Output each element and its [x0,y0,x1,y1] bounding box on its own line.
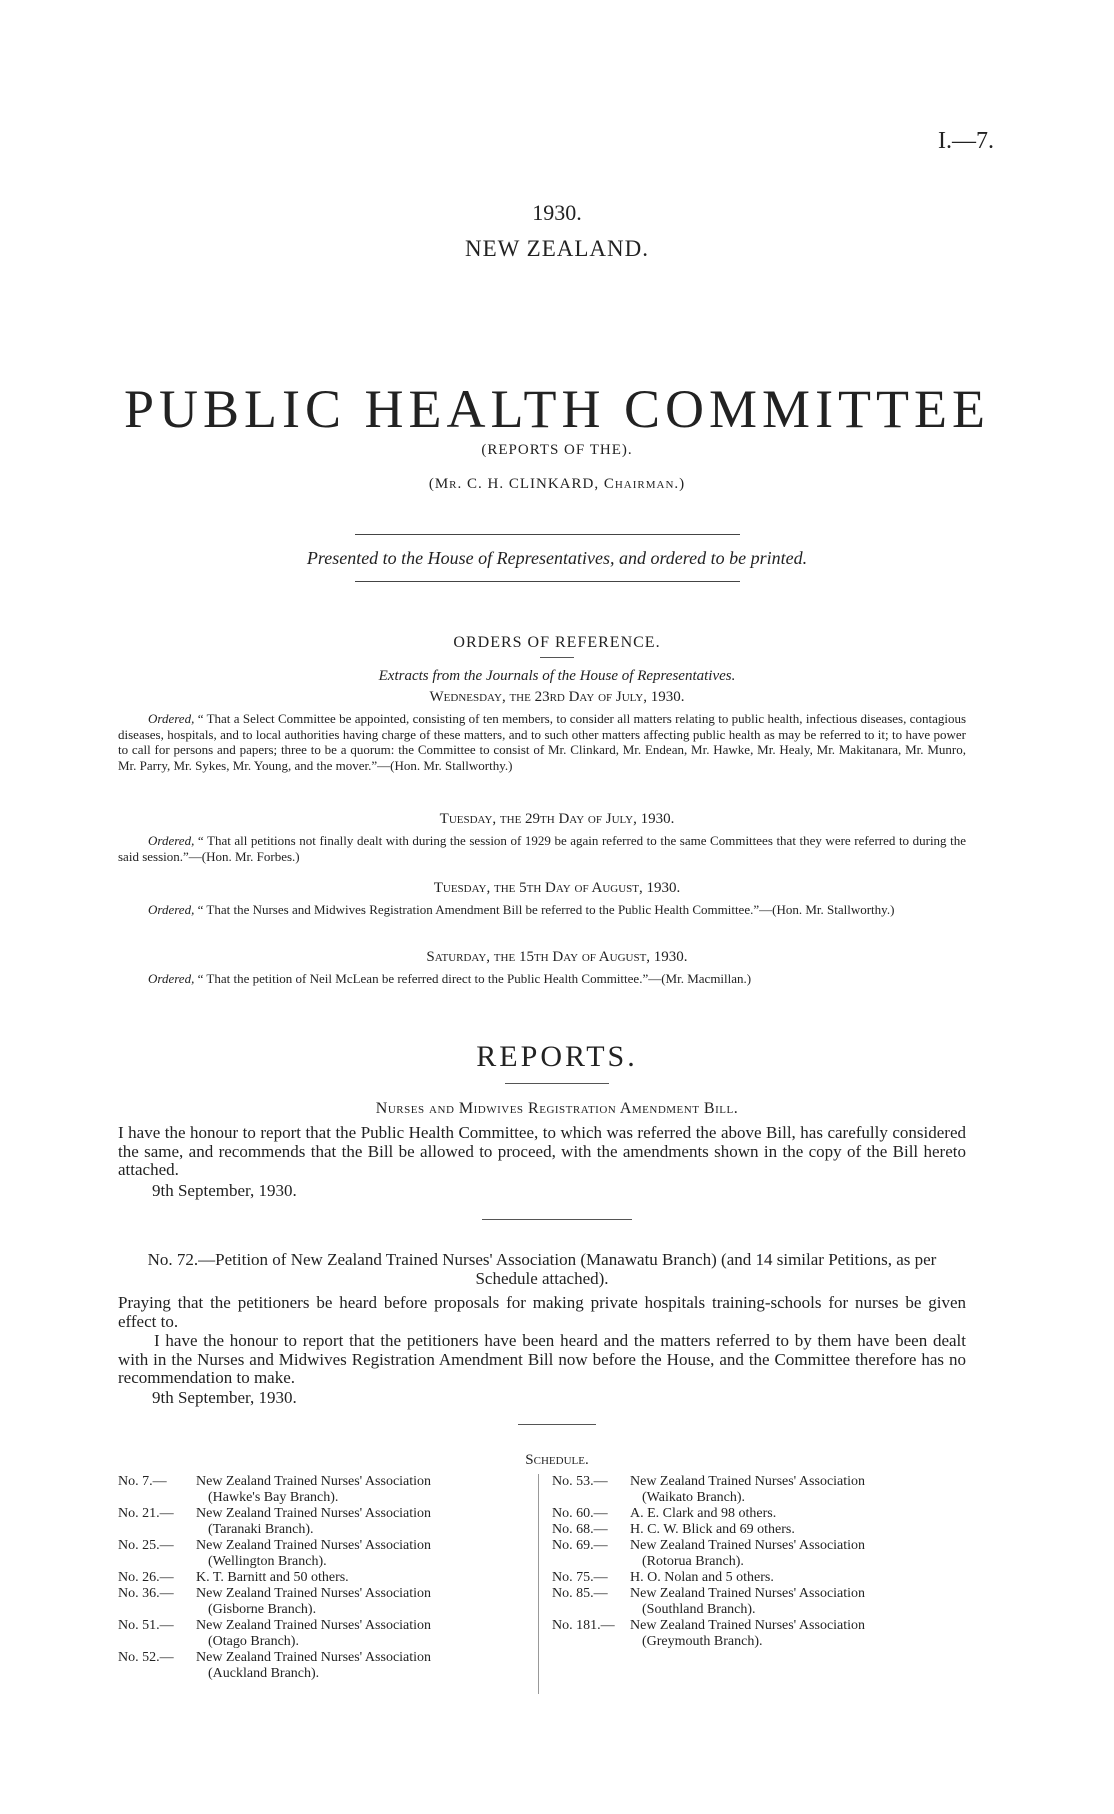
schedule-left-item: No. 36.— New Zealand Trained Nurses' Association (Gisborne Branch). [118,1586,432,1617]
ordered-label: Ordered, [148,833,195,848]
top-divider [355,534,740,535]
order-date-1: Wednesday, the 23rd Day of July, 1930. [429,689,685,705]
petition-heading: No. 72.—Petition of New Zealand Trained Nurses' Association (Manawatu Branch) (and 14 similar Petitions, as per Schedule attached). [147,1250,937,1288]
orders-heading: ORDERS OF REFERENCE. [453,634,661,651]
order-paragraph-1 [118,711,966,773]
orders-rule [540,657,574,658]
schedule-left-item: No. 21.— New Zealand Trained Nurses' Association (Taranaki Branch). [118,1506,432,1537]
bill-rule [482,1219,632,1220]
schedule-left-item: No. 51.— New Zealand Trained Nurses' Association (Otago Branch). [118,1618,432,1649]
schedule-right-item: No. 181.— New Zealand Trained Nurses' Association (Greymouth Branch). [552,1618,866,1649]
country-heading: NEW ZEALAND. [464,236,650,261]
order-text: “ That a Select Committee be appointed, consisting of ten members, to consider all matters relating to public health, infectious diseases, contagious diseases, hospitals, and to local authorities having charge of these matters, and to such other matters affecting public health as may be referred to it; to have power to call for persons and papers; three to be a quorum: the Committee to consist of Mr. Clinkard, Mr. Endean, Mr. Hawke, Mr. Healy, Mr. Makitanara, Mr. Munro, Mr. Parry, Mr. Sykes, Mr. Young, and the mover.”—(Hon. Mr. Stallworthy.) [118,711,967,773]
extracts-line: Extracts from the Journals of the House of Representatives. [378,668,736,684]
schedule-right-item: No. 69.— New Zealand Trained Nurses' Association (Rotorua Branch). [552,1538,866,1569]
order-paragraph-3 [118,902,966,918]
schedule-right-item: No. 60.— A. E. Clark and 98 others. [552,1506,777,1521]
order-date-3: Tuesday, the 5th Day of August, 1930. [433,880,681,896]
chairman-line: (Mr. C. H. CLINKARD, Chairman.) [428,476,686,492]
order-paragraph-4 [118,971,966,987]
bottom-divider [355,581,740,582]
ordered-label: Ordered, [148,902,195,917]
praying-paragraph: Praying that the petitioners be heard before proposals for making private hospitals training-schools for nurses be given effect to. [118,1293,966,1331]
schedule-left-item: No. 7.— New Zealand Trained Nurses' Association (Hawke's Bay Branch). [118,1474,432,1505]
schedule-right-item: No. 53.— New Zealand Trained Nurses' Association (Waikato Branch). [552,1474,866,1505]
reports-rule [505,1083,609,1084]
order-date-4: Saturday, the 15th Day of August, 1930. [426,949,688,965]
schedule-left-item: No. 25.— New Zealand Trained Nurses' Association (Wellington Branch). [118,1538,432,1569]
schedule-left-item: No. 52.— New Zealand Trained Nurses' Association (Auckland Branch). [118,1650,432,1681]
schedule-right-item: No. 68.— H. C. W. Blick and 69 others. [552,1522,795,1537]
order-text: “ That all petitions not finally dealt with during the session of 1929 be again referred to the same Committees that they were referred to during the said session.”—(Hon. Mr. Forbes.) [118,833,966,864]
ordered-label: Ordered, [148,711,195,726]
presented-line: Presented to the House of Representatives, and ordered to be printed. [306,548,808,568]
order-paragraph-2 [118,833,966,864]
reports-heading: REPORTS. [476,1040,638,1073]
year-heading: 1930. [532,200,582,225]
document-subtitle: (REPORTS OF THE). [481,442,633,458]
petition-rule [518,1424,596,1425]
order-text: “ That the Nurses and Midwives Registration Amendment Bill be referred to the Public Health Committee.”—(Hon. Mr. Stallworthy.) [197,902,895,917]
petition-report-paragraph: I have the honour to report that the petitioners have been heard and the matters referred to by them have been dealt with in the Nurses and Midwives Registration Amendment Bill now before the House, and the Committee therefore has no recommendation to make. [118,1331,966,1387]
ordered-label: Ordered, [148,971,195,986]
bill-report-paragraph: I have the honour to report that the Public Health Committee, to which was referred the above Bill, has carefully considered the same, and recommends that the Bill be allowed to proceed, with the amendments shown in the copy of the Bill hereto attached. [118,1123,966,1179]
petition-report-date: 9th September, 1930. [152,1388,297,1407]
schedule-right-item: No. 85.— New Zealand Trained Nurses' Association (Southland Branch). [552,1586,866,1617]
order-text: “ That the petition of Neil McLean be referred direct to the Public Health Committee.”—(Mr. Macmillan.) [197,971,752,986]
schedule-right-item: No. 75.— H. O. Nolan and 5 others. [552,1570,774,1585]
page-reference: I.—7. [938,128,994,154]
schedule-column-divider [538,1474,539,1694]
schedule-heading: Schedule. [525,1452,589,1468]
bill-heading: Nurses and Midwives Registration Amendment Bill. [375,1100,739,1117]
document-title: PUBLIC HEALTH COMMITTEE [124,379,990,439]
bill-report-date: 9th September, 1930. [152,1181,297,1200]
order-date-2: Tuesday, the 29th Day of July, 1930. [439,811,675,827]
schedule-left-item: No. 26.— K. T. Barnitt and 50 others. [118,1570,349,1585]
